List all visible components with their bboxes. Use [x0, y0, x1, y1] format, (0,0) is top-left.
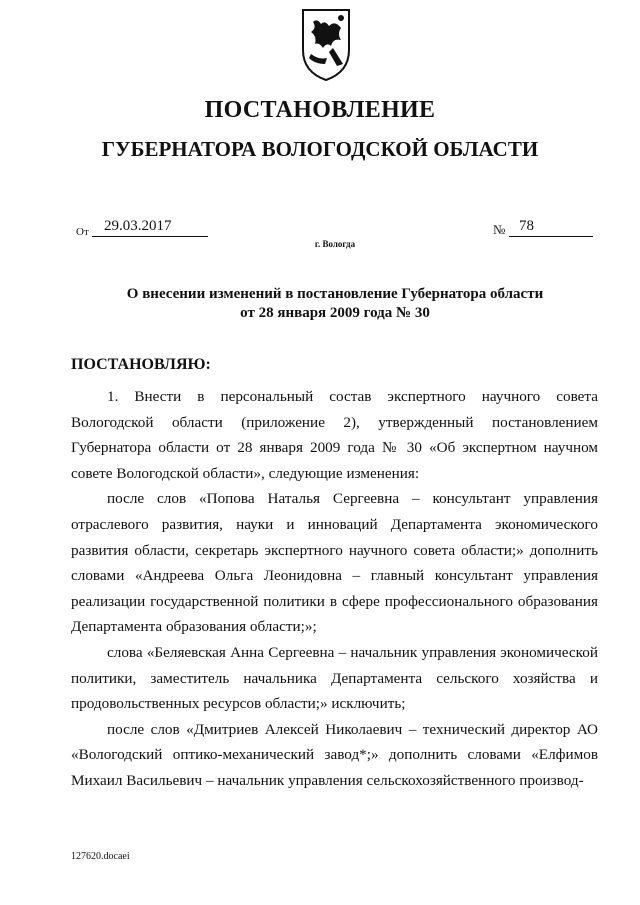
- decree-heading: ПОСТАНОВЛЯЮ:: [71, 356, 211, 373]
- document-title: ПОСТАНОВЛЕНИЕ: [204, 97, 436, 123]
- paragraph-3: слова «Беляевская Анна Сергеевна – начальник управления экономической политики, заместитель начальника Департамента сельского хозяйства и продовольственных ресурсов области;» исключить;: [71, 643, 598, 713]
- number-label: №: [493, 222, 506, 237]
- city-label: г. Вологда: [314, 239, 356, 249]
- coat-of-arms-icon: [297, 4, 355, 84]
- paragraph-1: 1. Внести в персональный состав экспертного научного совета Вологодской области (приложение 2), утвержденный постановлением Губернатора области от 28 января 2009 года № 30 «Об экспертном научном совете Вологодской области», следующие изменения:: [71, 388, 598, 482]
- document-number: 78: [509, 219, 593, 237]
- date-label: От: [76, 226, 89, 238]
- paragraph-2: после слов «Попова Наталья Сергеевна – консультант управления отраслевого развития, науки и инноваций Департамента экономического развития области, секретарь экспертного научного совета области;» дополнить словами «Андреева Ольга Леонидовна – главный консультант управления реализации государственной политики в сфере профессионального образования Департамента образования области;»;: [71, 490, 598, 636]
- document-date: 29.03.2017: [92, 219, 208, 237]
- document-code: 127620.docaei: [71, 851, 130, 862]
- paragraph-4: после слов «Дмитриев Алексей Николаевич – технический директор АО «Вологодский оптико-механический завод*;» дополнить словами «Елфимов Михаил Васильевич – начальник управления сельскохозяйственного производ-: [71, 720, 598, 789]
- document-body: [71, 384, 598, 794]
- subject-line-2: от 28 января 2009 года № 30: [240, 305, 430, 321]
- issuing-authority: ГУБЕРНАТОРА ВОЛОГОДСКОЙ ОБЛАСТИ: [101, 137, 539, 161]
- document-subject: [60, 285, 610, 323]
- subject-line-1: О внесении изменений в постановление Губернатора области: [126, 286, 544, 302]
